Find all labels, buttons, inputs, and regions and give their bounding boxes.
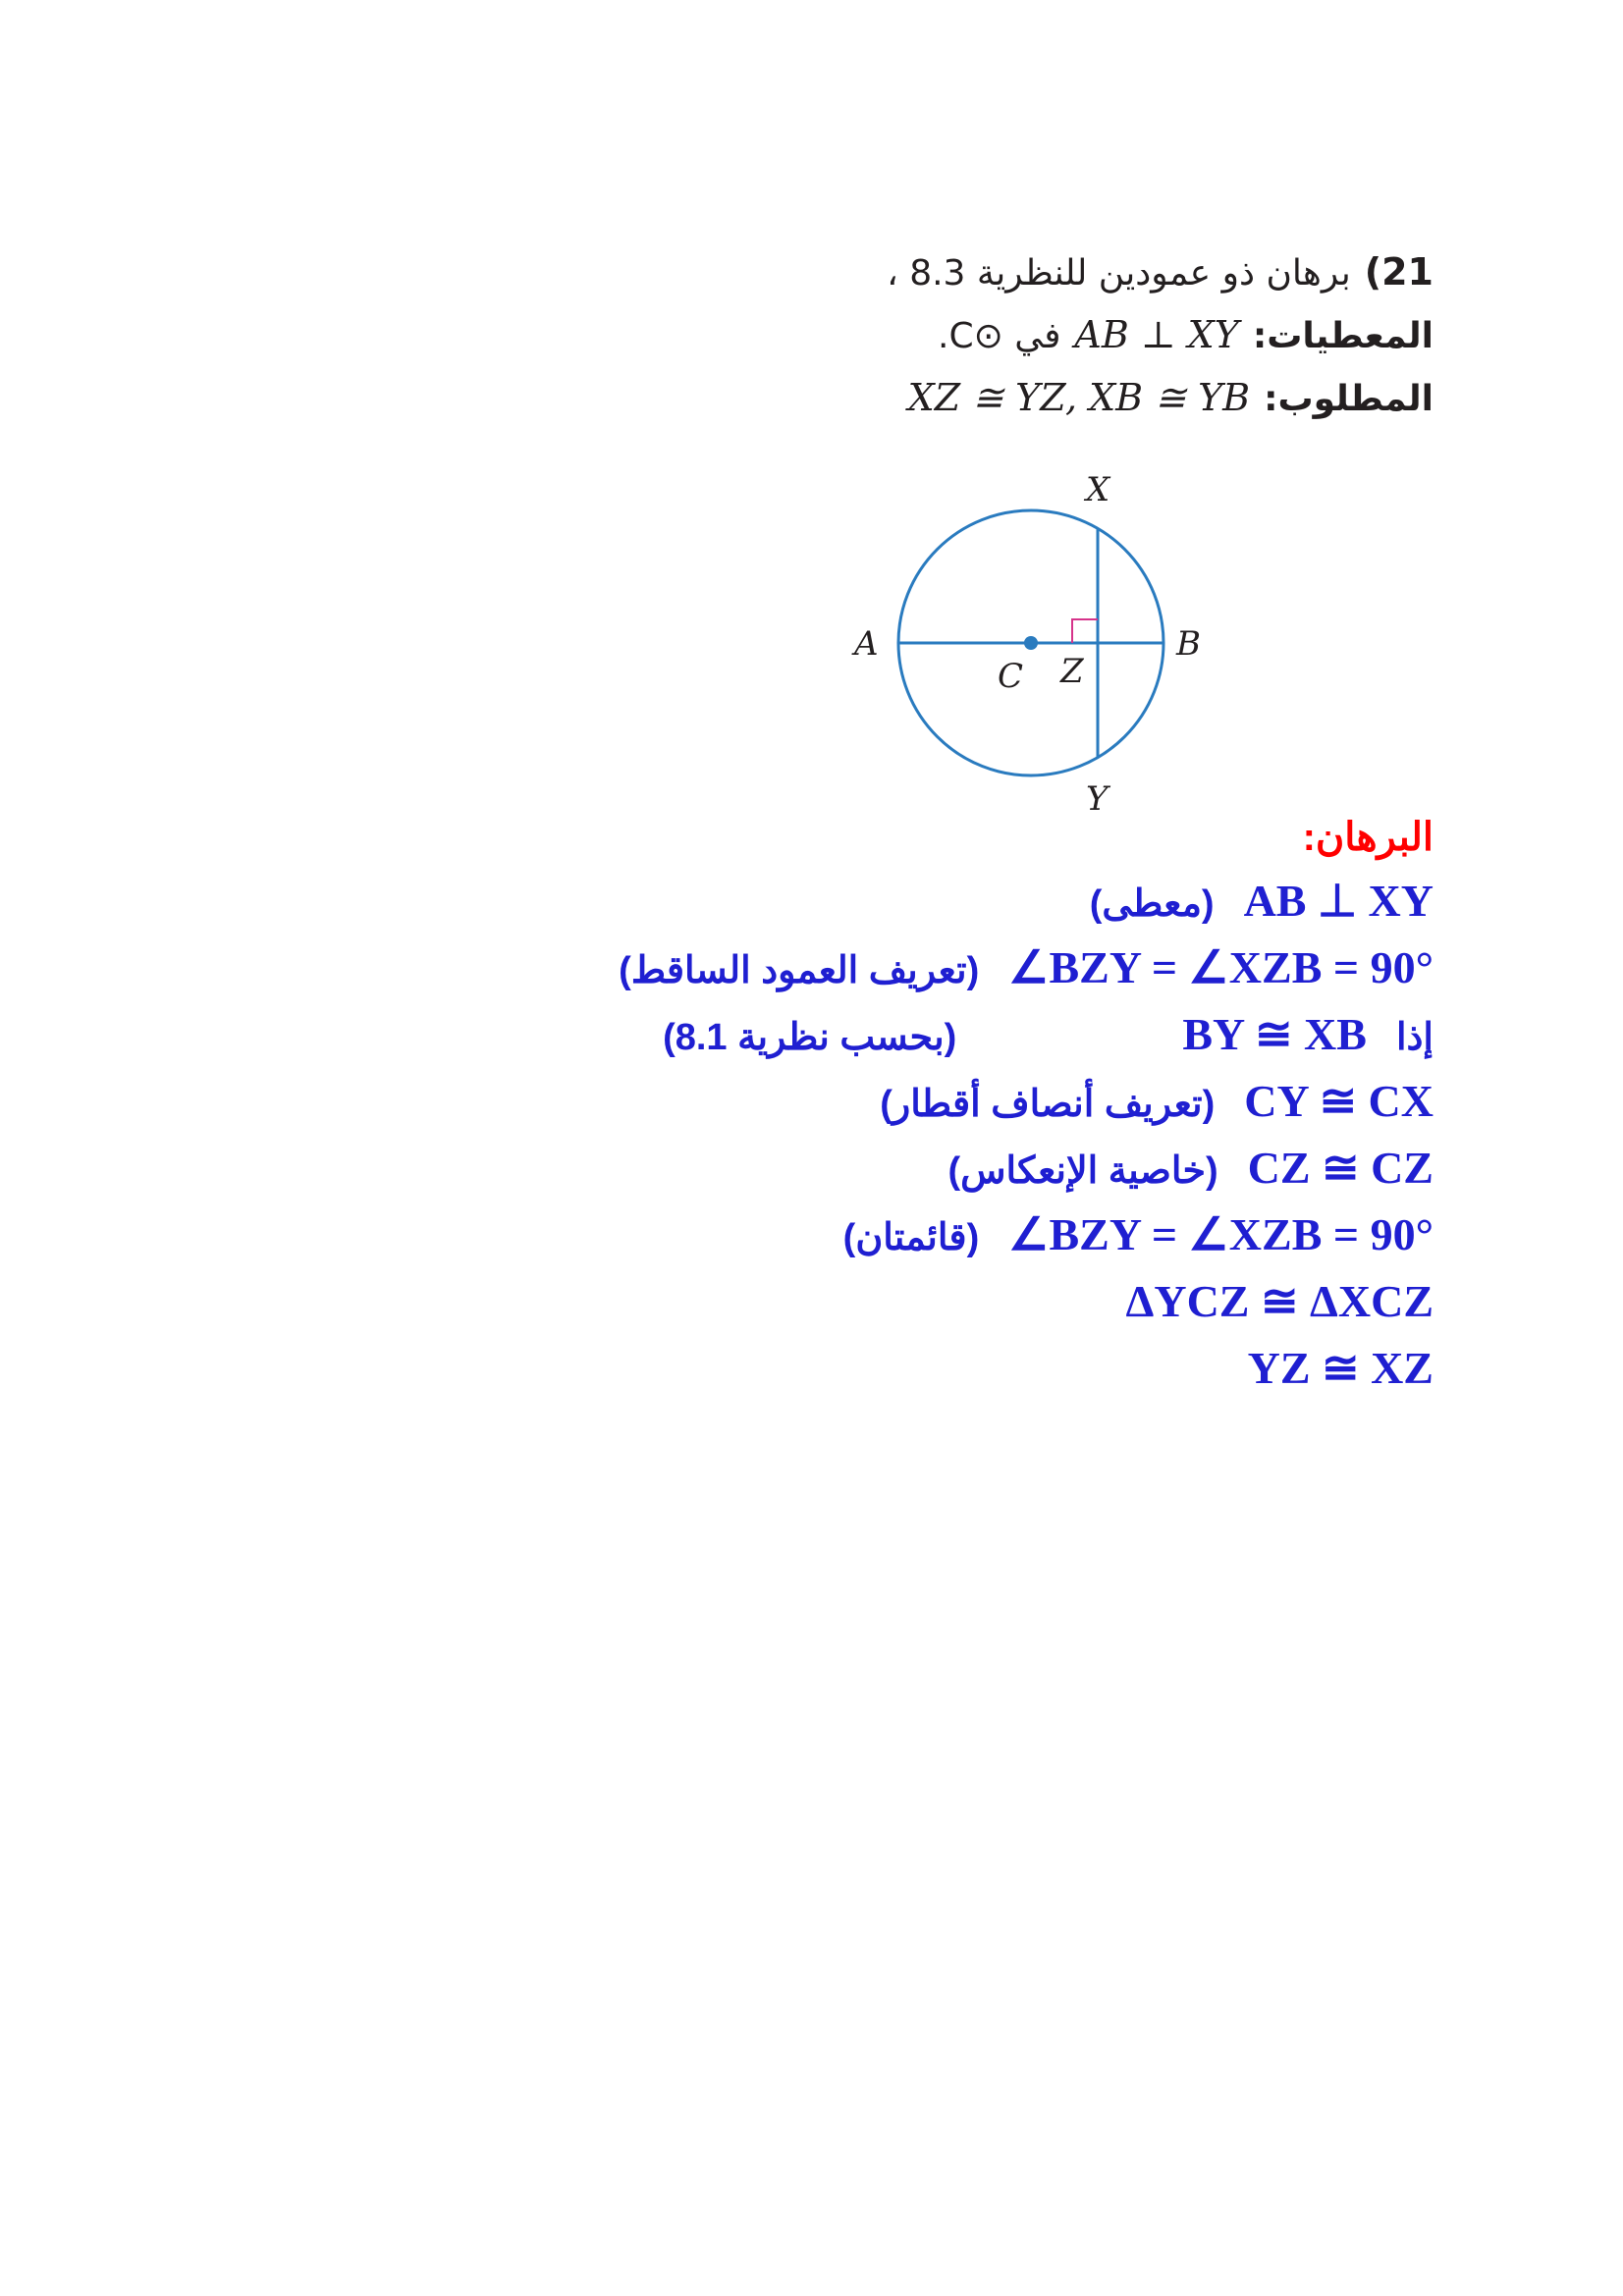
proof-statement: CY ≅ CX — [1244, 1076, 1434, 1126]
proof-block — [511, 815, 1434, 1408]
proof-reason: (خاصية الإنعكاس) — [947, 1150, 1218, 1192]
proof-statement: CZ ≅ CZ — [1247, 1143, 1434, 1193]
problem-title: برهان ذو عمودين للنظرية 8.3 ، — [887, 253, 1351, 294]
proof-statement: ∠BZY = ∠XZB = 90° — [1008, 942, 1434, 992]
proof-row — [511, 1274, 1434, 1341]
proof-reason: (معطى) — [1089, 883, 1215, 925]
center-point — [1024, 636, 1038, 650]
proof-reason: (تعريف العمود الساقط) — [619, 950, 980, 991]
label-c: C — [998, 657, 1024, 696]
proof-reason: (بحسب نظرية 8.1) — [663, 1017, 957, 1058]
given-label: المعطيات: — [1252, 316, 1434, 356]
proof-statement: ΔYCZ ≅ ΔXCZ — [1125, 1276, 1434, 1326]
proof-reason: (تعريف أنصاف أقطار) — [880, 1084, 1216, 1125]
proof-row — [511, 1341, 1434, 1408]
given-line — [746, 313, 1434, 376]
proof-title: البرهان: — [1302, 816, 1434, 859]
problem-number: 21) — [1364, 250, 1434, 294]
label-b: B — [1176, 624, 1201, 664]
proof-row — [511, 1074, 1434, 1141]
proof-statement: YZ ≅ XZ — [1247, 1343, 1434, 1393]
proof-row — [511, 874, 1434, 940]
proof-row — [511, 940, 1434, 1007]
proof-statement: ∠BZY = ∠XZB = 90° — [1008, 1209, 1434, 1259]
circle-figure — [825, 471, 1217, 834]
given-math: AB ⊥ XY — [1074, 313, 1239, 356]
label-y: Y — [1086, 779, 1109, 819]
problem-statement — [746, 250, 1434, 439]
problem-title-line — [746, 250, 1434, 313]
label-a: A — [854, 624, 879, 664]
prove-line — [746, 376, 1434, 439]
proof-statement: BY ≅ XB — [1182, 1009, 1367, 1059]
proof-row — [511, 1141, 1434, 1207]
label-x: X — [1086, 471, 1110, 509]
label-z: Z — [1060, 652, 1084, 691]
right-angle-mark — [1072, 619, 1098, 643]
proof-prefix: إذا — [1395, 1017, 1434, 1058]
proof-statement: AB ⊥ XY — [1243, 876, 1434, 926]
prove-label: المطلوب: — [1264, 379, 1434, 419]
proof-reason: (قائمتان) — [842, 1217, 980, 1258]
given-suffix: في ⊙C. — [938, 316, 1061, 356]
prove-math: XZ ≅ YZ, XB ≅ YB — [907, 376, 1251, 419]
proof-row — [511, 1207, 1434, 1274]
proof-row — [511, 1007, 1434, 1074]
